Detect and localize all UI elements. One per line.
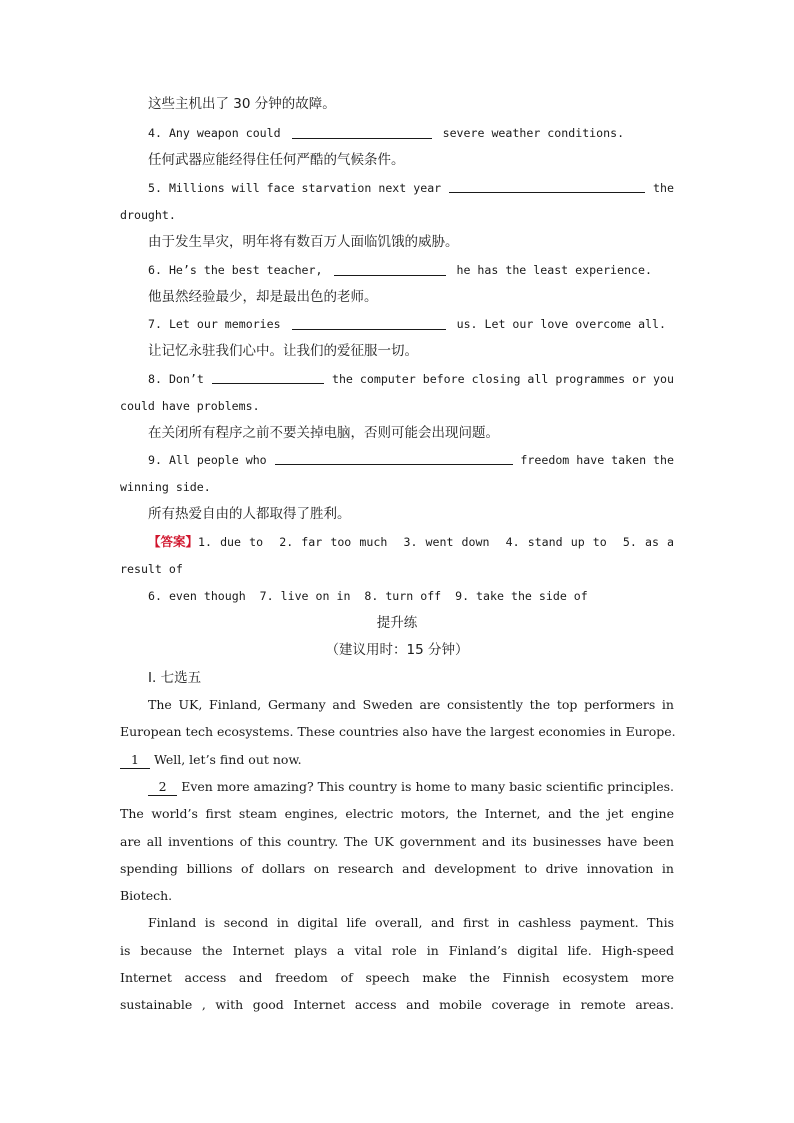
question-text: 5. Millions will face starvation next year — [148, 181, 442, 195]
passage-line — [120, 752, 302, 769]
answer-text: 6. even though 7. live on in 8. turn off 9. take the side of — [148, 589, 588, 603]
passage-line: European tech ecosystems. These countries also have the largest economies in Europe. — [120, 724, 676, 739]
passage-line: The UK, Finland, Germany and Sweden are consistently the top performers in — [148, 697, 674, 712]
question-text: 6. He’s the best teacher, — [148, 263, 323, 277]
question-text: drought. — [120, 208, 176, 222]
blank-number[interactable]: 1 — [120, 752, 150, 769]
question-6 — [148, 262, 652, 278]
question-text: 9. All people who — [148, 453, 267, 467]
passage-line: are all inventions of this country. The UK government and its businesses have been — [120, 834, 674, 849]
question-text: us. Let our love overcome all. — [456, 317, 666, 331]
question-text: 4. Any weapon could — [148, 126, 281, 140]
question-9 — [148, 452, 674, 468]
passage-line: Biotech. — [120, 888, 173, 903]
question-text: the — [653, 181, 674, 195]
question-7 — [148, 316, 666, 332]
question-text: 7. Let our memories — [148, 317, 281, 331]
answer-label: 【答案】 — [148, 534, 199, 549]
question-4 — [148, 125, 624, 141]
blank-number[interactable]: 2 — [148, 779, 177, 796]
translation-line: 这些主机出了 30 分钟的故障。 — [148, 96, 336, 112]
passage-line: sustainable , with good Internet access and mobile coverage in remote areas. — [120, 997, 674, 1012]
passage-text: Even more amazing? This country is home to many basic scientific principles. — [181, 779, 674, 794]
answer-blank[interactable] — [212, 371, 324, 384]
answer-text: result of — [120, 562, 183, 576]
answer-key — [148, 534, 674, 550]
question-text: freedom have taken the — [520, 453, 674, 467]
translation-line: 任何武器应能经得住任何严酷的气候条件。 — [148, 152, 405, 168]
answer-blank[interactable] — [275, 452, 513, 465]
translation-line: 让记忆永驻我们心中。让我们的爱征服一切。 — [148, 343, 418, 359]
passage-line: spending billions of dollars on research and development to drive innovation in — [120, 861, 674, 876]
question-8 — [148, 371, 674, 387]
section-time: （建议用时：15 分钟） — [325, 642, 469, 658]
passage-line: The world’s first steam engines, electric motors, the Internet, and the jet engine — [120, 806, 674, 821]
passage-line: Internet access and freedom of speech make the Finnish ecosystem more — [120, 970, 674, 985]
question-text: winning side. — [120, 480, 211, 494]
passage-text: Well, let’s find out now. — [153, 752, 302, 767]
passage-line: is because the Internet plays a vital role in Finland’s digital life. High-speed — [120, 943, 674, 958]
passage-line: Finland is second in digital life overall, and first in cashless payment. This — [148, 915, 674, 930]
answer-blank[interactable] — [449, 180, 645, 193]
question-text: could have problems. — [120, 399, 260, 413]
passage-line — [148, 779, 674, 796]
answer-text: 1. due to 2. far too much 3. went down 4. stand up to 5. as a — [198, 535, 674, 549]
question-text: the computer before closing all programmes or you — [331, 372, 674, 386]
translation-line: 由于发生旱灾，明年将有数百万人面临饥饿的威胁。 — [148, 234, 459, 250]
question-text: 8. Don’t — [148, 372, 204, 386]
question-text: he has the least experience. — [456, 263, 652, 277]
section-title: 提升练 — [376, 615, 418, 631]
answer-blank[interactable] — [292, 317, 446, 330]
answer-blank[interactable] — [334, 263, 446, 276]
part-heading: Ⅰ. 七选五 — [148, 670, 202, 686]
answer-blank[interactable] — [292, 126, 432, 139]
question-5 — [148, 180, 674, 196]
translation-line: 他虽然经验最少，却是最出色的老师。 — [148, 289, 378, 305]
translation-line: 所有热爱自由的人都取得了胜利。 — [148, 506, 351, 522]
translation-line: 在关闭所有程序之前不要关掉电脑，否则可能会出现问题。 — [148, 425, 499, 441]
question-text: severe weather conditions. — [442, 126, 625, 140]
